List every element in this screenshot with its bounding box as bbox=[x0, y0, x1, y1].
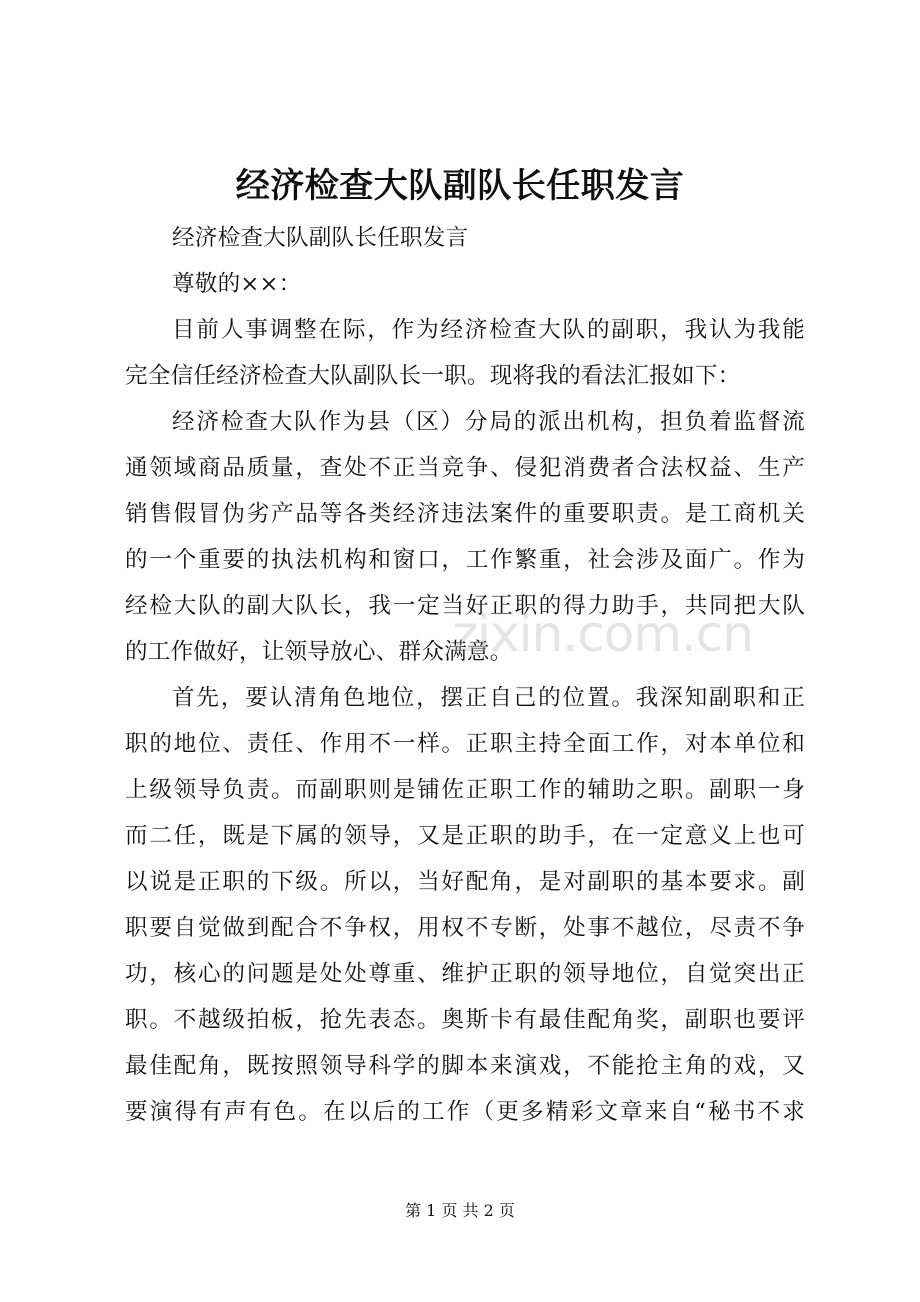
body-line: 目前人事调整在际，作为经济检查大队的副职，我认为我能 bbox=[172, 317, 805, 343]
body-line: 通领域商品质量，查处不正当竞争、侵犯消费者合法权益、生产 bbox=[125, 455, 805, 481]
body-line: 完全信任经济检查大队副队长一职。现将我的看法汇报如下： bbox=[125, 363, 741, 389]
body-line: 功，核心的问题是处处尊重、维护正职的领导地位，自觉突出正 bbox=[125, 961, 805, 987]
subtitle-line: 经济检查大队副队长任职发言 bbox=[172, 225, 469, 251]
page-footer: 第 1 页 共 2 页 bbox=[405, 1201, 515, 1220]
body-line: 职的地位、责任、作用不一样。正职主持全面工作，对本单位和 bbox=[125, 731, 805, 757]
body-line: 首先，要认清角色地位，摆正自己的位置。我深知副职和正 bbox=[172, 685, 805, 711]
body-line: 销售假冒伪劣产品等各类经济违法案件的重要职责。是工商机关 bbox=[125, 501, 805, 527]
document-title: 经济检查大队副队长任职发言 bbox=[235, 166, 685, 206]
body-line: 的一个重要的执法机构和窗口，工作繁重，社会涉及面广。作为 bbox=[125, 547, 805, 573]
body-line: 职要自觉做到配合不争权，用权不专断，处事不越位，尽责不争 bbox=[125, 915, 805, 941]
body-line: 经济检查大队作为县（区）分局的派出机构，担负着监督流 bbox=[172, 409, 805, 435]
body-line: 的工作做好，让领导放心、群众满意。 bbox=[125, 639, 513, 665]
watermark: zixin.com.cn bbox=[452, 605, 754, 663]
body-line: 而二任，既是下属的领导，又是正职的助手，在一定意义上也可 bbox=[125, 823, 805, 849]
body-line: 要演得有声有色。在以后的工作（更多精彩文章来自“秘书不求 bbox=[125, 1099, 805, 1125]
body-line: 经检大队的副大队长，我一定当好正职的得力助手，共同把大队 bbox=[125, 593, 805, 619]
body-line: 最佳配角，既按照领导科学的脚本来演戏，不能抢主角的戏，又 bbox=[125, 1053, 805, 1079]
salutation-line: 尊敬的××： bbox=[172, 271, 302, 297]
body-line: 上级领导负责。而副职则是铺佐正职工作的辅助之职。副职一身 bbox=[125, 777, 805, 803]
body-line: 职。不越级拍板，抢先表态。奥斯卡有最佳配角奖，副职也要评 bbox=[125, 1007, 805, 1033]
body-line: 以说是正职的下级。所以，当好配角，是对副职的基本要求。副 bbox=[125, 869, 805, 895]
